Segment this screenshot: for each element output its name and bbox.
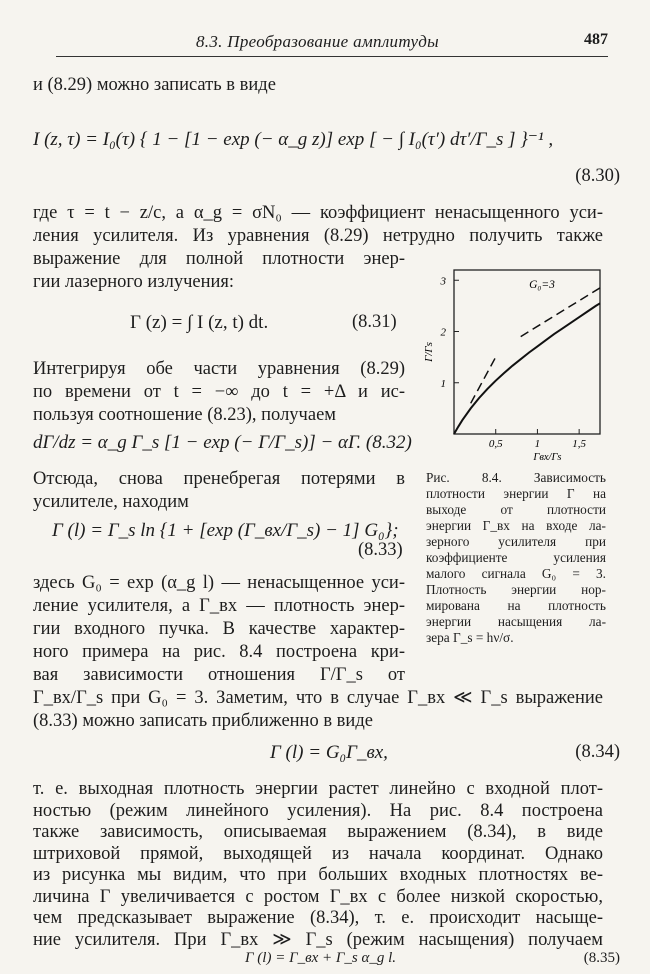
caption-line: Плотность энергии нор- xyxy=(426,582,606,597)
text-line: выражение для полной плотности энер- xyxy=(33,249,405,269)
equation-8-30-text: I (z, τ) = I₀(τ) { 1 − [1 − exp (− α_g z)] exp [ − ∫ I₀(τ′) dτ′/Γ_s ] }⁻¹ , xyxy=(33,129,554,150)
caption-line: энергии насыщения ла- xyxy=(426,614,606,629)
figure-8-4-chart xyxy=(418,262,608,462)
caption-line: плотности энергии Γ на xyxy=(426,486,606,501)
equation-8-31 xyxy=(130,300,330,352)
equation-8-33-number: (8.33) xyxy=(358,540,403,560)
text-line: ления усилителя. Из уравнения (8.29) нетрудно получить также xyxy=(33,226,603,246)
text-line: по времени от t = −∞ до t = +Δ и ис- xyxy=(33,382,405,402)
text-line: штриховой прямой, выходящей из начала координат. Однако xyxy=(33,843,603,864)
x-tick-label: 1,5 xyxy=(572,438,587,450)
x-tick-label: 1 xyxy=(534,438,541,450)
text-line: пользуя соотношение (8.23), получаем xyxy=(33,405,336,425)
text-line: ние усилителя. При Γ_вх ≫ Γ_s (режим насыщения) получаем xyxy=(33,929,603,950)
equation-8-32: dΓ/dz = α_g Γ_s [1 − exp (− Γ/Γ_s)] − αΓ. (8.32) xyxy=(33,432,412,453)
running-header xyxy=(56,30,608,57)
header-title: 8.3. Преобразование амплитуды xyxy=(196,32,439,51)
text-line: Интегрируя обе части уравнения (8.29) xyxy=(33,359,405,379)
text-line: вая зависимости отношения Γ/Γ_s от xyxy=(33,665,405,685)
caption-line: зера Γ_s = hν/σ. xyxy=(426,630,514,645)
equation-8-31-text: Γ (z) = ∫ I (z, t) dt. xyxy=(130,312,269,333)
equation-8-30 xyxy=(33,110,623,180)
y-axis-label: Γ/Γs xyxy=(423,342,435,362)
text-line: также зависимость, описываемая выражением (8.34), в виде xyxy=(33,822,603,842)
y-tick-label: 2 xyxy=(440,326,446,339)
text-line: ного примера на рис. 8.4 построена кри- xyxy=(33,642,405,662)
page-number: 487 xyxy=(584,31,608,48)
text-line: личина Γ увеличивается с ростом Γ_вх с более низкой скоростью, xyxy=(33,886,603,907)
gain-curve-line xyxy=(454,303,600,434)
g0-annotation: G₀=3 xyxy=(529,278,555,291)
x-axis-label: Γвх/Γs xyxy=(533,452,562,462)
y-tick-label: 1 xyxy=(440,377,446,390)
caption-line: малого сигнала G₀ = 3. xyxy=(426,566,606,581)
text-line: Γ_вх/Γ_s при G₀ = 3. Заметим, что в случае Γ_вх ≪ Γ_s выражение xyxy=(33,688,603,708)
equation-8-34: Γ (l) = G₀Γ_вх, xyxy=(270,742,388,763)
text-line: гии лазерного излучения: xyxy=(33,272,235,292)
dashed-asymptote-line-1 xyxy=(471,357,496,403)
equation-8-35: Γ (l) = Γ_вх + Γ_s α_g l. xyxy=(245,950,397,966)
equation-8-35-number: (8.35) xyxy=(583,950,620,966)
text-line: ностью (режим линейного усиления). На рис. 8.4 построена xyxy=(33,800,603,821)
text-line: гии входного пучка. В качестве характер- xyxy=(33,619,405,639)
caption-line: зерного усилителя при xyxy=(426,534,606,549)
text-line: (8.33) можно записать приближенно в виде xyxy=(33,711,373,731)
equation-8-31-number: (8.31) xyxy=(352,312,397,332)
caption-line: выходе от плотности xyxy=(426,502,606,517)
caption-line: энергии Γ_вх на входе ла- xyxy=(426,518,606,533)
y-tick-label: 3 xyxy=(440,275,446,288)
equation-8-30-number: (8.30) xyxy=(575,166,620,186)
text-line: здесь G₀ = exp (α_g l) — ненасыщенное уси- xyxy=(33,573,405,593)
text-line-intro: и (8.29) можно записать в виде xyxy=(33,75,276,95)
text-line: где τ = t − z/c, а α_g = σN₀ — коэффициент ненасыщенного уси- xyxy=(33,203,603,223)
equation-8-33: Γ (l) = Γ_s ln {1 + [exp (Γ_вх/Γ_s) − 1] G₀}; xyxy=(52,520,399,541)
text-line: Отсюда, снова пренебрегая потерями в xyxy=(33,469,405,489)
text-line: т. е. выходная плотность энергии растет линейно с входной плот- xyxy=(33,779,603,799)
text-line: ление усилителя, а Γ_вх — плотность энер- xyxy=(33,596,405,616)
caption-line: коэффициенте усиления xyxy=(426,550,606,565)
caption-line: мирована на плотность xyxy=(426,598,606,613)
text-line: чем предсказывает выражение (8.34), т. е. происходит насыще- xyxy=(33,908,603,928)
text-line: усилителе, находим xyxy=(33,492,189,512)
text-line: из рисунка мы видим, что при больших входных плотностях ве- xyxy=(33,865,603,885)
caption-line: Рис. 8.4. Зависимость xyxy=(426,470,606,485)
x-tick-label: 0,5 xyxy=(488,438,503,450)
equation-8-34-number: (8.34) xyxy=(575,742,620,762)
plot-frame xyxy=(454,270,600,434)
